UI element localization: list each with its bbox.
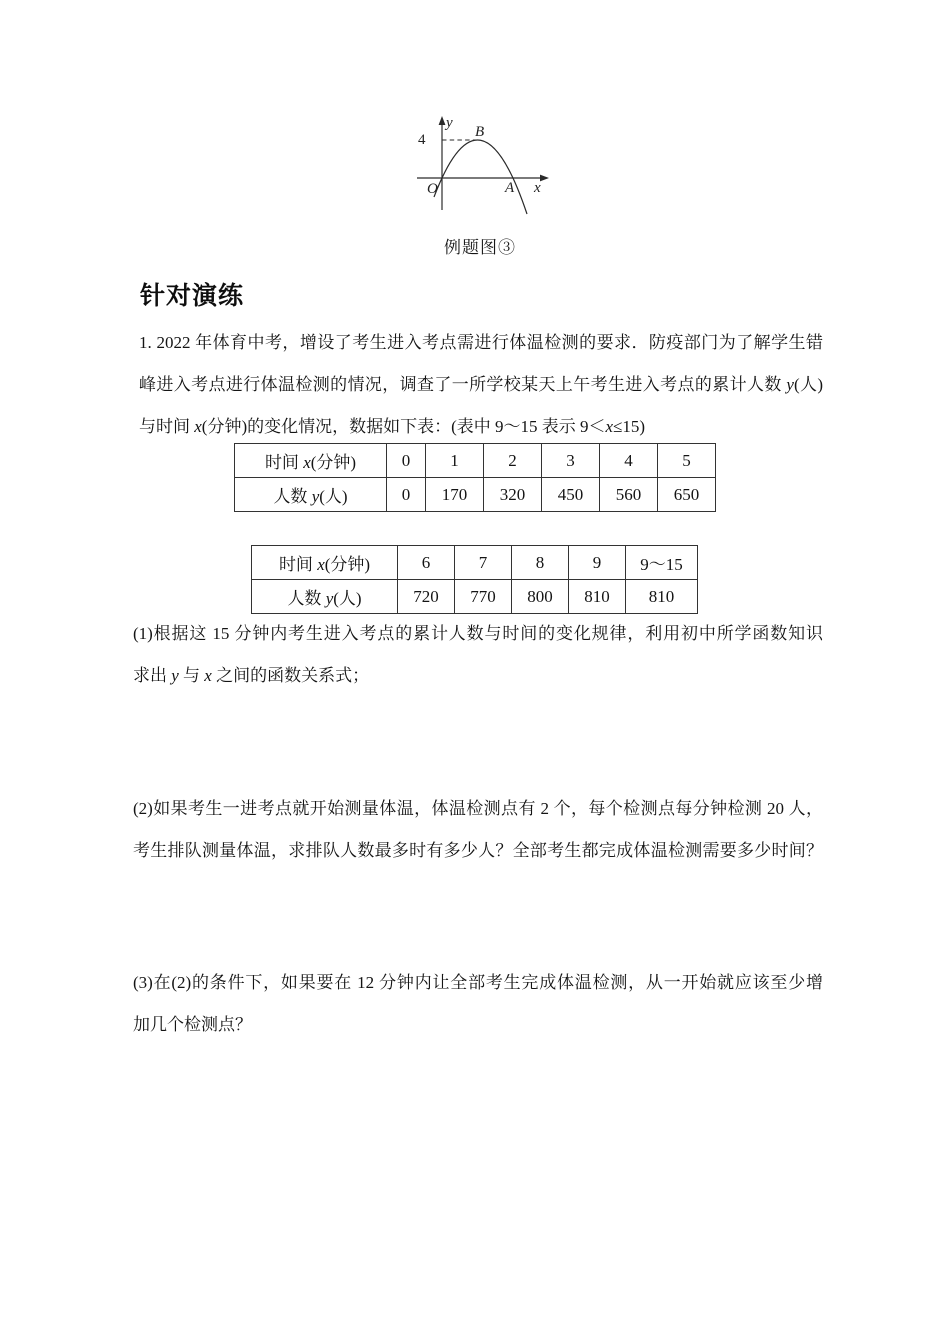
text-run: (3)在(2)的条件下，如果要在 12 分钟内让全部考生完成体温检测，从一开始就应该至少增 xyxy=(133,973,823,992)
data-table-1 xyxy=(234,443,716,512)
text-run: 人数 xyxy=(287,589,326,608)
text-line xyxy=(133,655,823,697)
table-cell: 810 xyxy=(626,580,698,614)
text-run: (分钟) xyxy=(324,555,371,574)
math-variable: x xyxy=(303,453,311,472)
figure-caption: 例题图③ xyxy=(444,238,516,257)
table-cell: 450 xyxy=(542,478,600,512)
table-cell: 3 xyxy=(542,444,600,478)
question-2 xyxy=(133,788,823,872)
text-line xyxy=(133,788,823,830)
text-run: ≤15) xyxy=(613,417,646,436)
text-run: 求出 xyxy=(133,666,172,685)
text-run: (分钟) xyxy=(310,453,357,472)
intercept-label: A xyxy=(505,180,515,196)
math-variable: x xyxy=(194,417,202,436)
math-variable: y xyxy=(786,375,794,394)
text-line xyxy=(133,1004,823,1046)
table-cell: 6 xyxy=(398,546,455,580)
table-cell: 5 xyxy=(658,444,716,478)
table-cell: 4 xyxy=(600,444,658,478)
text-run: (分钟)的变化情况，数据如下表：(表中 9～15 表示 9＜ xyxy=(201,417,606,436)
section-heading: 针对演练 xyxy=(140,282,245,310)
row-label xyxy=(235,478,387,512)
table-row xyxy=(252,546,698,580)
table-cell: 2 xyxy=(484,444,542,478)
table-cell: 9～15 xyxy=(626,546,698,580)
question-1 xyxy=(133,613,823,697)
table-row xyxy=(235,478,716,512)
table-cell: 7 xyxy=(455,546,512,580)
table-row xyxy=(252,580,698,614)
text-run: 与 xyxy=(178,666,205,685)
table-cell: 560 xyxy=(600,478,658,512)
problem-statement xyxy=(139,322,823,448)
text-line xyxy=(139,322,823,364)
text-line xyxy=(133,613,823,655)
y-axis-arrow-icon xyxy=(439,116,446,125)
table-cell: 0 xyxy=(387,444,426,478)
text-run: 时间 xyxy=(264,453,304,472)
question-3 xyxy=(133,962,823,1046)
text-run: (1)根据这 15 分钟内考生进入考点的累计人数与时间的变化规律，利用初中所学函数知识 xyxy=(133,624,823,643)
x-axis-label: x xyxy=(534,180,541,196)
max-value-label: 4 xyxy=(418,132,426,148)
table-cell: 810 xyxy=(569,580,626,614)
parabola-graph xyxy=(405,112,555,218)
table-cell: 9 xyxy=(569,546,626,580)
text-run: (2)如果考生一进考点就开始测量体温，体温检测点有 2 个，每个检测点每分钟检测 20 人， xyxy=(133,799,823,818)
text-line xyxy=(133,830,823,872)
text-run: 峰进入考点进行体温检测的情况，调查了一所学校某天上午考生进入考点的累计人数 xyxy=(139,375,787,394)
origin-label: O xyxy=(427,181,438,197)
vertex-label: B xyxy=(475,124,485,140)
text-line xyxy=(139,364,823,406)
math-variable: x xyxy=(204,666,212,685)
parabola-curve xyxy=(434,140,527,214)
table-cell: 8 xyxy=(512,546,569,580)
text-run: 之间的函数关系式； xyxy=(211,666,370,685)
text-line xyxy=(133,962,823,1004)
table-cell: 770 xyxy=(455,580,512,614)
text-run: (人) xyxy=(319,487,348,506)
y-axis-label: y xyxy=(446,115,453,131)
math-variable: x xyxy=(317,555,325,574)
table-cell: 170 xyxy=(426,478,484,512)
math-variable: x xyxy=(605,417,614,436)
text-run: (人) xyxy=(793,375,823,394)
row-label xyxy=(252,546,398,580)
text-run: 时间 xyxy=(278,555,318,574)
text-run: 1. 2022 年体育中考，增设了考生进入考点需进行体温检测的要求．防疫部门为了解学生错 xyxy=(139,333,823,352)
table-cell: 320 xyxy=(484,478,542,512)
table-cell: 0 xyxy=(387,478,426,512)
text-run: 加几个检测点？ xyxy=(133,1015,252,1034)
math-variable: y xyxy=(325,589,334,608)
data-table-2 xyxy=(251,545,698,614)
text-run: 考生排队测量体温，求排队人数最多时有多少人？全部考生都完成体温检测需要多少时间？ xyxy=(133,841,823,860)
math-variable: y xyxy=(171,666,179,685)
table-cell: 720 xyxy=(398,580,455,614)
row-label xyxy=(252,580,398,614)
text-line xyxy=(139,406,823,448)
text-run: (人) xyxy=(333,589,362,608)
table-cell: 650 xyxy=(658,478,716,512)
text-run: 人数 xyxy=(273,487,312,506)
table-row xyxy=(235,444,716,478)
x-axis-arrow-icon xyxy=(540,175,549,182)
parabola-figure xyxy=(405,112,555,218)
text-run: 与时间 xyxy=(139,417,195,436)
math-variable: y xyxy=(311,487,320,506)
table-cell: 800 xyxy=(512,580,569,614)
row-label xyxy=(235,444,387,478)
table-cell: 1 xyxy=(426,444,484,478)
